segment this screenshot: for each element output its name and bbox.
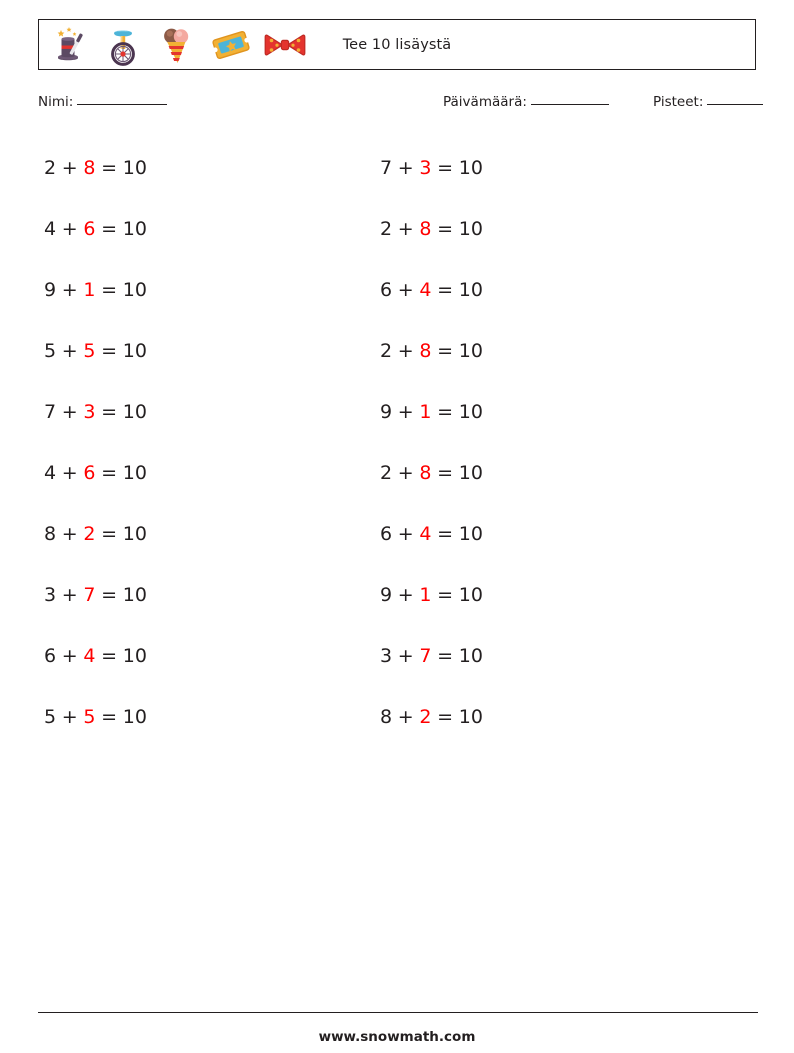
sum-value: 10: [458, 584, 483, 606]
problem-row: [44, 504, 147, 565]
second-addend-answer: 2: [83, 523, 96, 545]
plus-operator: +: [397, 706, 414, 728]
problem-column-right: [380, 138, 483, 748]
score-field[interactable]: [653, 94, 763, 110]
first-addend: 5: [44, 340, 57, 362]
plus-operator: +: [397, 462, 414, 484]
sum-value: 10: [122, 523, 147, 545]
first-addend: 9: [44, 279, 57, 301]
plus-operator: +: [61, 401, 78, 423]
problem-column-left: [44, 138, 147, 748]
equals-operator: =: [437, 218, 454, 240]
first-addend: 2: [380, 340, 393, 362]
first-addend: 2: [380, 462, 393, 484]
sum-value: 10: [122, 279, 147, 301]
equals-operator: =: [101, 462, 118, 484]
first-addend: 4: [44, 218, 57, 240]
sum-value: 10: [458, 157, 483, 179]
plus-operator: +: [61, 645, 78, 667]
second-addend-answer: 4: [419, 523, 432, 545]
problem-row: [44, 626, 147, 687]
problem-row: [380, 504, 483, 565]
info-row: [38, 92, 758, 116]
sum-value: 10: [458, 218, 483, 240]
sum-value: 10: [122, 157, 147, 179]
plus-operator: +: [397, 340, 414, 362]
second-addend-answer: 3: [419, 157, 432, 179]
second-addend-answer: 7: [83, 584, 96, 606]
equals-operator: =: [437, 279, 454, 301]
problem-row: [44, 199, 147, 260]
first-addend: 9: [380, 401, 393, 423]
equals-operator: =: [101, 401, 118, 423]
equals-operator: =: [101, 523, 118, 545]
problem-row: [44, 565, 147, 626]
problem-row: [380, 260, 483, 321]
first-addend: 6: [44, 645, 57, 667]
problem-row: [380, 382, 483, 443]
plus-operator: +: [61, 218, 78, 240]
problem-row: [380, 626, 483, 687]
date-field[interactable]: [443, 94, 609, 110]
equals-operator: =: [101, 340, 118, 362]
plus-operator: +: [397, 279, 414, 301]
first-addend: 3: [380, 645, 393, 667]
second-addend-answer: 8: [83, 157, 96, 179]
sum-value: 10: [458, 645, 483, 667]
plus-operator: +: [61, 279, 78, 301]
equals-operator: =: [101, 279, 118, 301]
plus-operator: +: [61, 157, 78, 179]
problem-row: [380, 138, 483, 199]
problem-row: [380, 199, 483, 260]
equals-operator: =: [437, 340, 454, 362]
first-addend: 8: [44, 523, 57, 545]
first-addend: 2: [44, 157, 57, 179]
problem-row: [44, 321, 147, 382]
plus-operator: +: [397, 157, 414, 179]
footer-divider: [38, 1012, 758, 1013]
plus-operator: +: [61, 523, 78, 545]
second-addend-answer: 6: [83, 462, 96, 484]
first-addend: 2: [380, 218, 393, 240]
equals-operator: =: [101, 584, 118, 606]
plus-operator: +: [397, 523, 414, 545]
equals-operator: =: [101, 645, 118, 667]
plus-operator: +: [61, 584, 78, 606]
second-addend-answer: 5: [83, 706, 96, 728]
second-addend-answer: 8: [419, 218, 432, 240]
plus-operator: +: [397, 584, 414, 606]
problem-row: [44, 260, 147, 321]
sum-value: 10: [122, 218, 147, 240]
sum-value: 10: [122, 462, 147, 484]
second-addend-answer: 3: [83, 401, 96, 423]
equals-operator: =: [101, 157, 118, 179]
first-addend: 7: [380, 157, 393, 179]
problem-row: [380, 565, 483, 626]
name-label: Nimi:: [38, 94, 74, 110]
plus-operator: +: [61, 340, 78, 362]
first-addend: 6: [380, 279, 393, 301]
sum-value: 10: [122, 584, 147, 606]
sum-value: 10: [458, 279, 483, 301]
plus-operator: +: [397, 645, 414, 667]
header-box: [38, 19, 756, 70]
equals-operator: =: [101, 706, 118, 728]
sum-value: 10: [458, 462, 483, 484]
page-title: Tee 10 lisäystä: [342, 36, 452, 53]
sum-value: 10: [122, 706, 147, 728]
equals-operator: =: [437, 462, 454, 484]
second-addend-answer: 1: [83, 279, 96, 301]
problem-row: [380, 321, 483, 382]
first-addend: 6: [380, 523, 393, 545]
date-label: Päivämäärä:: [443, 94, 527, 110]
second-addend-answer: 7: [419, 645, 432, 667]
equals-operator: =: [437, 645, 454, 667]
sum-value: 10: [122, 645, 147, 667]
sum-value: 10: [122, 340, 147, 362]
problem-row: [380, 443, 483, 504]
equals-operator: =: [437, 523, 454, 545]
plus-operator: +: [397, 401, 414, 423]
second-addend-answer: 6: [83, 218, 96, 240]
score-label: Pisteet:: [653, 94, 704, 110]
second-addend-answer: 1: [419, 401, 432, 423]
sum-value: 10: [122, 401, 147, 423]
first-addend: 5: [44, 706, 57, 728]
equals-operator: =: [437, 401, 454, 423]
name-blank-line[interactable]: [77, 104, 167, 105]
equals-operator: =: [101, 218, 118, 240]
plus-operator: +: [397, 218, 414, 240]
equals-operator: =: [437, 584, 454, 606]
sum-value: 10: [458, 401, 483, 423]
sum-value: 10: [458, 706, 483, 728]
footer-website[interactable]: www.snowmath.com: [318, 1029, 476, 1045]
first-addend: 7: [44, 401, 57, 423]
score-blank-line[interactable]: [707, 104, 763, 105]
problem-row: [44, 138, 147, 199]
second-addend-answer: 8: [419, 340, 432, 362]
first-addend: 8: [380, 706, 393, 728]
second-addend-answer: 4: [419, 279, 432, 301]
plus-operator: +: [61, 462, 78, 484]
equals-operator: =: [437, 706, 454, 728]
second-addend-answer: 5: [83, 340, 96, 362]
first-addend: 3: [44, 584, 57, 606]
name-field[interactable]: [38, 94, 167, 110]
problem-row: [380, 687, 483, 748]
date-blank-line[interactable]: [531, 104, 609, 105]
first-addend: 9: [380, 584, 393, 606]
sum-value: 10: [458, 340, 483, 362]
sum-value: 10: [458, 523, 483, 545]
problem-row: [44, 687, 147, 748]
second-addend-answer: 8: [419, 462, 432, 484]
second-addend-answer: 2: [419, 706, 432, 728]
second-addend-answer: 4: [83, 645, 96, 667]
plus-operator: +: [61, 706, 78, 728]
equals-operator: =: [437, 157, 454, 179]
second-addend-answer: 1: [419, 584, 432, 606]
problem-row: [44, 382, 147, 443]
problem-row: [44, 443, 147, 504]
first-addend: 4: [44, 462, 57, 484]
